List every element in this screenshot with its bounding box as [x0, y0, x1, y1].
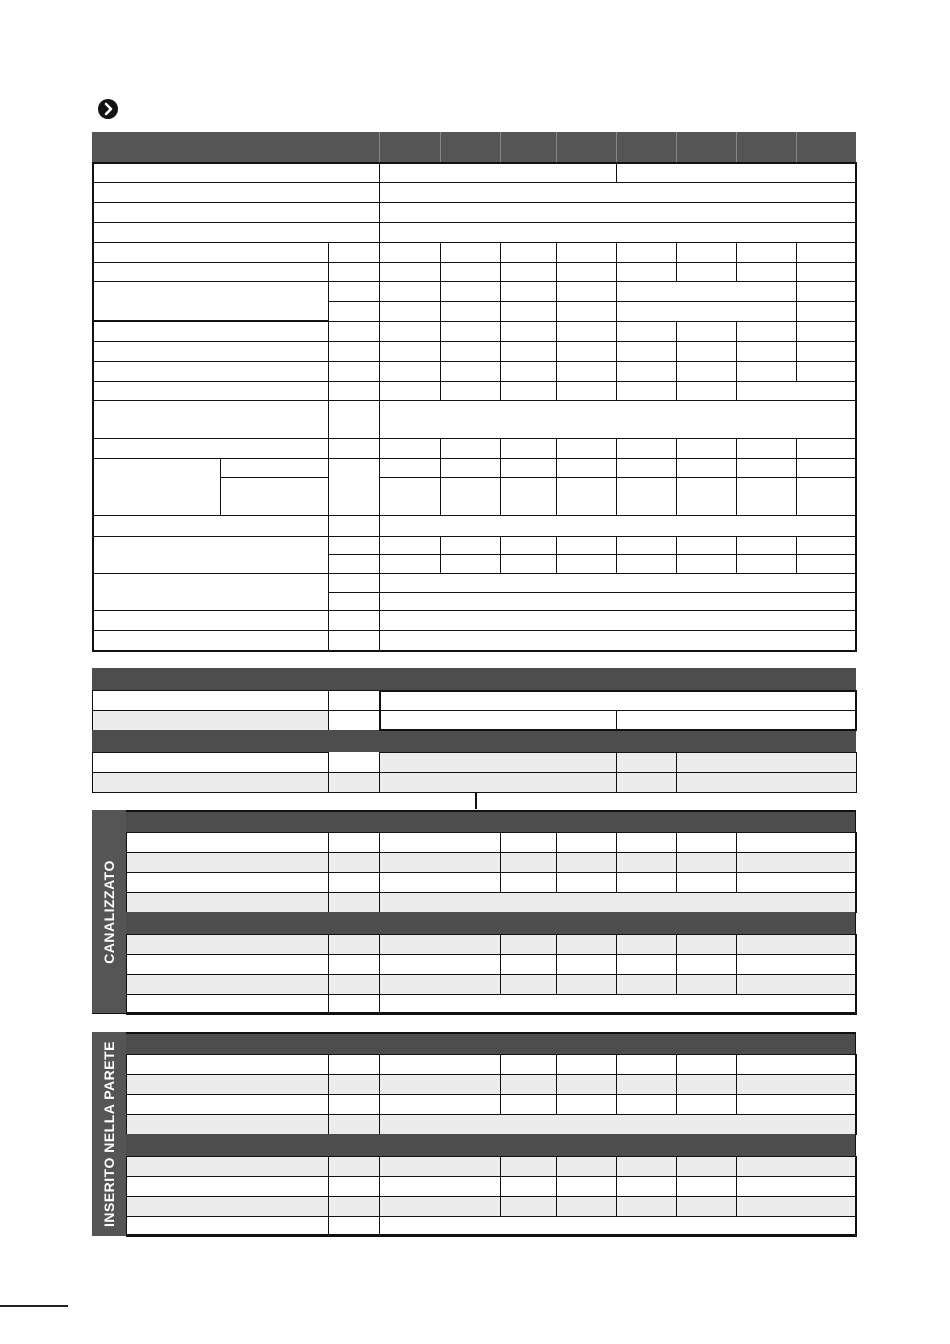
spec-row-cell — [92, 752, 329, 773]
table-header-cell — [736, 132, 796, 162]
spec-row-cell — [92, 772, 329, 793]
spec-row-cell — [328, 772, 380, 793]
connector-tick — [475, 793, 477, 809]
table-header-cell — [92, 132, 379, 162]
table-band — [92, 668, 856, 690]
spec-row-cell — [92, 690, 329, 711]
table-header-cell — [500, 132, 556, 162]
spec-row-cell — [92, 710, 329, 731]
spec-row-cell — [328, 690, 380, 711]
spec-row-cell — [676, 772, 857, 793]
spec-row-cell — [616, 772, 677, 793]
spec-row-cell — [379, 752, 617, 773]
table-header-cell — [616, 132, 676, 162]
table-frame — [92, 162, 857, 652]
table-frame — [379, 690, 857, 731]
section-label-inserito — [92, 1032, 126, 1236]
table-header-cell — [676, 132, 736, 162]
section-label-canalizzato — [92, 810, 126, 1013]
table-band — [92, 730, 856, 752]
section-label-inserito-text: INSERITO NELLA PARETE — [101, 1040, 118, 1228]
section-frame — [92, 1032, 856, 1236]
table-header-cell — [556, 132, 616, 162]
section-frame — [92, 810, 856, 1014]
table-header-cell — [440, 132, 500, 162]
spec-row-cell — [379, 772, 617, 793]
table-header-cell — [379, 132, 440, 162]
footer-rule — [0, 1305, 68, 1307]
spec-row-cell — [676, 752, 857, 773]
section-label-canalizzato-text: CANALIZZATO — [101, 859, 117, 964]
spec-row-cell — [616, 752, 677, 773]
table-header-cell — [796, 132, 856, 162]
chevron-right-circle-icon — [98, 99, 118, 119]
